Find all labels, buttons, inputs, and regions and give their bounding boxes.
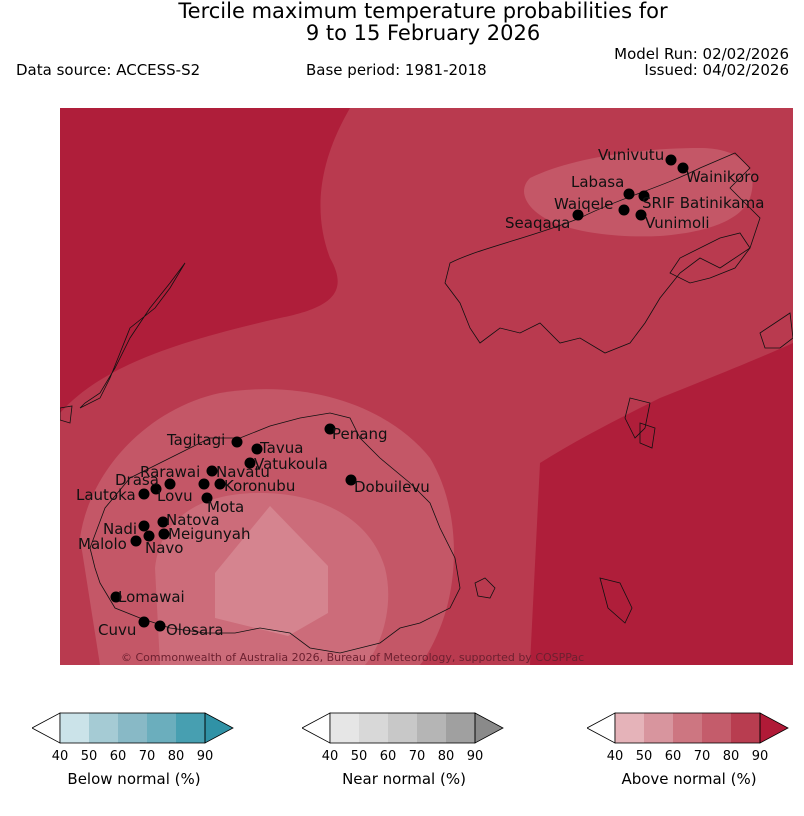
data-source: Data source: ACCESS-S2 [16,61,201,79]
colorbar-label: Below normal (%) [67,770,201,788]
tick-label: 50 [635,749,653,764]
copyright-note: © Commonwealth of Australia 2026, Bureau of Meteorology, supported by COSPPac [121,651,585,664]
colorbar-below-swatches [32,712,236,746]
colorbar-label: Above normal (%) [621,770,757,788]
place-label: Waiqele [554,195,614,213]
tick-label: 60 [664,749,682,764]
place-label: Lautoka [76,486,136,504]
title-line-1: Tercile maximum temperature probabilities for [178,0,668,23]
tick-label: 90 [751,749,769,764]
colorbar-label: Near normal (%) [342,770,466,788]
place-label: Cuvu [98,621,137,639]
place-marker [624,189,635,200]
place-label: SRIF Batinikama [642,194,765,212]
place-label: Mota [207,498,245,516]
issued-date: Issued: 04/02/2026 [644,61,789,79]
place-marker [139,489,150,500]
tick-label: 40 [606,749,624,764]
tick-label: 50 [80,749,98,764]
tick-label: 70 [693,749,711,764]
colorbar-above-normal [587,712,791,788]
place-marker [155,621,166,632]
colorbar-near-swatches [302,712,506,746]
place-label: Tavua [260,439,304,457]
tick-label: 60 [379,749,397,764]
tick-label: 40 [321,749,339,764]
place-label: Rarawai [140,463,201,481]
place-label: Meigunyah [168,525,251,543]
place-marker [139,617,150,628]
title-line-2: 9 to 15 February 2026 [305,21,541,45]
colorbar-above-swatches [587,712,791,746]
tick-label: 70 [138,749,156,764]
place-label: Nadi [103,520,138,538]
tick-label: 50 [350,749,368,764]
tick-label: 80 [722,749,740,764]
tick-label: 60 [109,749,127,764]
place-label: Vunivutu [598,146,665,164]
place-label: Tagitagi [167,431,226,449]
place-label: Natova [166,511,220,529]
place-label: Drasa [115,471,159,489]
probability-map [60,108,793,665]
colorbar-near-normal [302,712,506,788]
place-label: Olosara [166,621,224,639]
place-label: Navatu [216,463,270,481]
place-label: Vatukoula [254,455,328,473]
tick-label: 40 [51,749,69,764]
base-period: Base period: 1981-2018 [306,61,487,79]
map-title [0,0,804,44]
place-label: Labasa [571,173,625,191]
colorbar-below-normal [32,712,236,788]
place-label: Koronubu [224,477,296,495]
place-marker [666,155,677,166]
place-label: Penang [332,425,388,443]
place-label: Navo [145,539,184,557]
place-label: Lomawai [118,588,185,606]
place-label: Malolo [78,535,127,553]
place-label: Dobuilevu [354,478,430,496]
model-run: Model Run: 02/02/2026 [614,45,789,63]
tick-label: 80 [167,749,185,764]
tick-label: 90 [466,749,484,764]
tick-label: 70 [408,749,426,764]
place-marker [232,437,243,448]
tick-label: 80 [437,749,455,764]
place-marker [619,205,630,216]
place-label: Vunimoli [645,214,710,232]
tick-label: 90 [196,749,214,764]
place-label: Wainikoro [686,168,760,186]
place-label: Lovu [157,487,193,505]
place-label: Seaqaqa [505,214,571,232]
place-marker [139,521,150,532]
